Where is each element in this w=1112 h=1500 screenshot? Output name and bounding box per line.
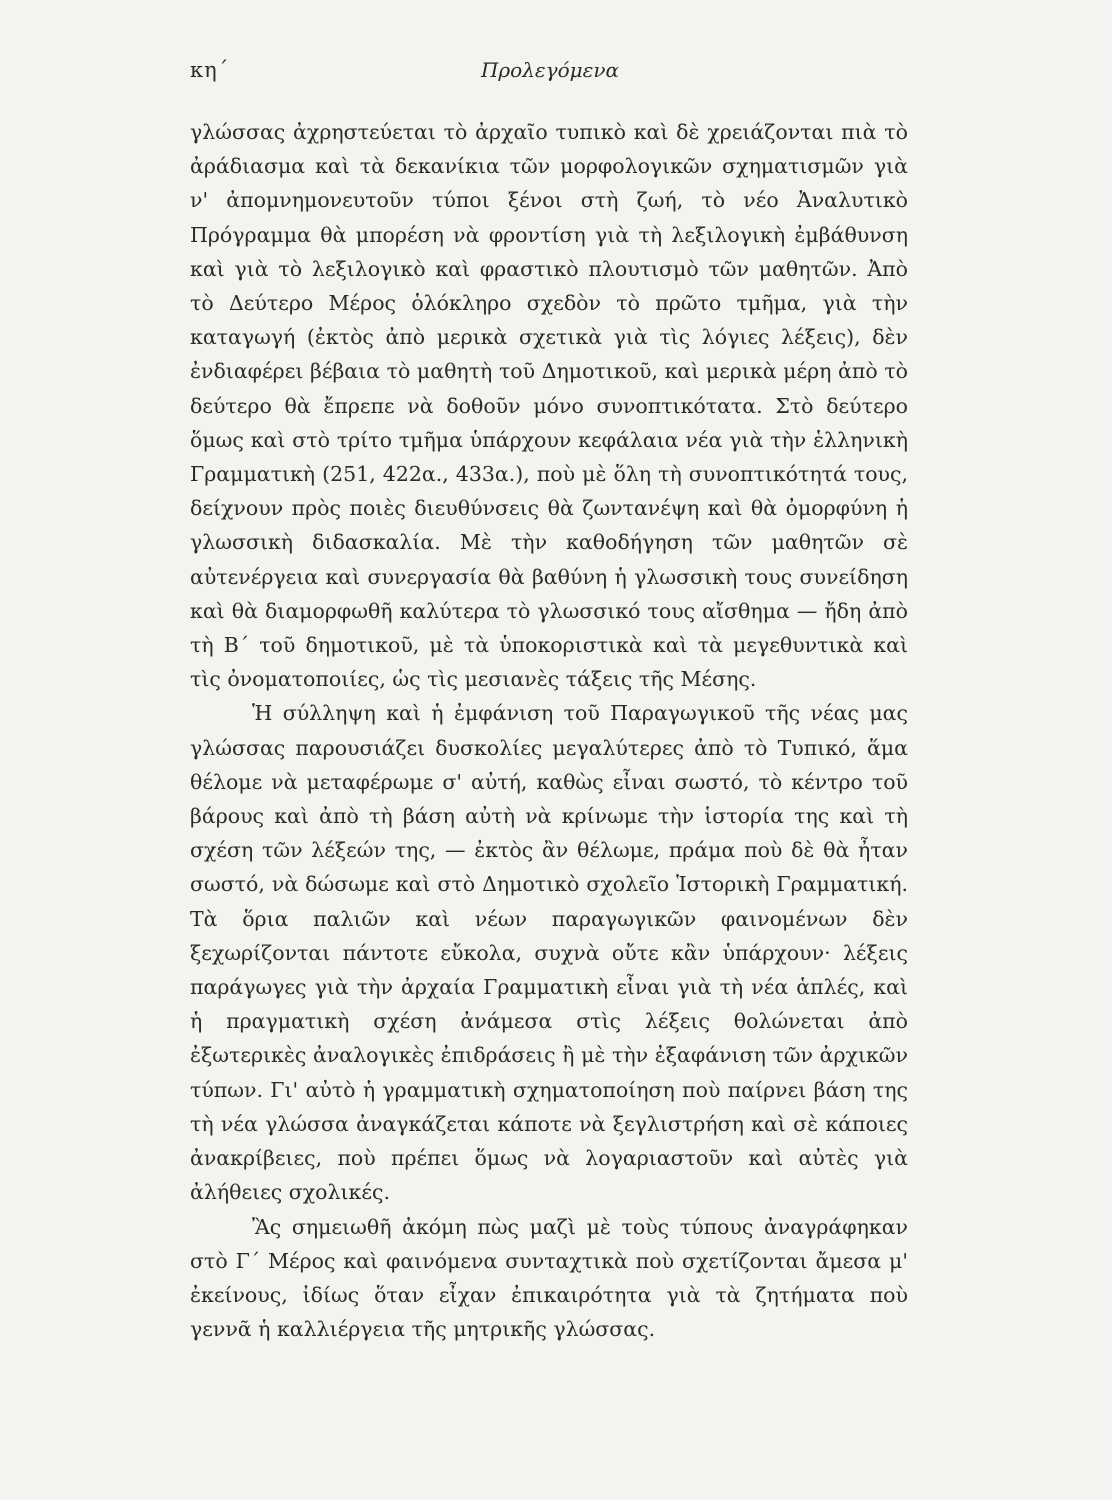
running-title: Προλεγόμενα — [480, 58, 620, 82]
paragraph-3: Ἂς σημειωθῆ ἀκόμη πὼς μαζὶ μὲ τοὺς τύπους ἀναγράφηκαν στὸ Γ΄ Μέρος καὶ φαινόμενα συνταχτικὰ ποὺ σχετίζονται ἄμεσα μ' ἐκείνους, ἰδίως ὅταν εἶχαν ἐπικαιρότητα γιὰ τὰ ζητήματα ποὺ γεννᾶ ἡ καλλιέργεια τῆς μητρικῆς γλώσσας. — [190, 1214, 908, 1342]
page-number: κη΄ — [190, 58, 230, 82]
running-header — [190, 58, 910, 88]
paragraph-2: Ἡ σύλληψη καὶ ἡ ἐμφάνιση τοῦ Παραγωγικοῦ τῆς νέας μας γλώσσας παρουσιάζει δυσκολίες μεγαλύτερες ἀπὸ τὸ Τυπικό, ἅμα θέλομε νὰ μεταφέρωμε σ' αὐτή, καθὼς εἶναι σωστό, τὸ κέντρο τοῦ βάρους καὶ ἀπὸ τὴ βάση αὐτὴ νὰ κρίνωμε τὴν ἱστορία της καὶ τὴ σχέση τῶν λέξεών της, — ἐκτὸς ἂν θέλωμε, πράμα ποὺ δὲ θὰ ἦταν σωστό, νὰ δώσωμε καὶ στὸ Δημοτικὸ σχολεῖο Ἱστορικὴ Γραμματική. Τὰ ὅρια παλιῶν καὶ νέων παραγωγικῶν φαινομένων δὲν ξεχωρίζονται πάντοτε εὔκολα, συχνὰ οὔτε κἂν ὑπάρχουν· λέξεις παράγωγες γιὰ τὴν ἀρχαία Γραμματικὴ εἶναι γιὰ τὴ νέα ἁπλές, καὶ ἡ πραγματικὴ σχέση ἀνάμεσα στὶς λέξεις θολώνεται ἀπὸ ἐξωτερικὲς ἀναλογικὲς ἐπιδράσεις ἢ μὲ τὴν ἐξαφάνιση τῶν ἀρχικῶν τύπων. Γι' αὐτὸ ἡ γραμματικὴ σχηματοποίηση ποὺ παίρνει βάση της τὴ νέα γλώσσα ἀναγκάζεται κάποτε νὰ ξεγλιστρήση καὶ σὲ κάποιες ἀνακρίβειες, ποὺ πρέπει ὅμως νὰ λογαριαστοῦν καὶ αὐτὲς γιὰ ἀλήθειες σχολικές. — [190, 701, 908, 1205]
body-text — [190, 115, 908, 1346]
paragraph-1: γλώσσας ἀχρηστεύεται τὸ ἀρχαῖο τυπικὸ καὶ δὲ χρειάζονται πιὰ τὸ ἀράδιασμα καὶ τὰ δεκανίκια τῶν μορφολογικῶν σχηματισμῶν γιὰ ν' ἀπομνημονευτοῦν τύποι ξένοι στὴ ζωή, τὸ νέο Ἀναλυτικὸ Πρόγραμμα θὰ μπορέση νὰ φροντίση γιὰ τὴ λεξιλογικὴ ἐμβάθυνση καὶ γιὰ τὸ λεξιλογικὸ καὶ φραστικὸ πλουτισμὸ τῶν μαθητῶν. Ἀπὸ τὸ Δεύτερο Μέρος ὁλόκληρο σχεδὸν τὸ πρῶτο τμῆμα, γιὰ τὴν καταγωγή (ἐκτὸς ἀπὸ μερικὰ σχετικὰ γιὰ τὶς λόγιες λέξεις), δὲν ἐνδιαφέρει βέβαια τὸ μαθητὴ τοῦ Δημοτικοῦ, καὶ μερικὰ μέρη ἀπὸ τὸ δεύτερο θὰ ἔπρεπε νὰ δοθοῦν μόνο συνοπτικότατα. Στὸ δεύτερο ὅμως καὶ στὸ τρίτο τμῆμα ὑπάρχουν κεφάλαια νέα γιὰ τὴν ἑλληνικὴ Γραμματικὴ (251, 422α., 433α.), ποὺ μὲ ὅλη τὴ συνοπτικότητά τους, δείχνουν πρὸς ποιὲς διευθύνσεις θὰ ζωντανέψη καὶ θὰ ὀμορφύνη ἡ γλωσσικὴ διδασκαλία. Μὲ τὴν καθοδήγηση τῶν μαθητῶν σὲ αὐτενέργεια καὶ συνεργασία θὰ βαθύνη ἡ γλωσσικὴ τους συνείδηση καὶ θὰ διαμορφωθῆ καλύτερα τὸ γλωσσικό τους αἴσθημα — ἤδη ἀπὸ τὴ Β΄ τοῦ δημοτικοῦ, μὲ τὰ ὑποκοριστικὰ καὶ τὰ μεγεθυντικὰ καὶ τὶς ὀνοματοποιίες, ὡς τὶς μεσιανὲς τάξεις τῆς Μέσης. — [190, 120, 908, 692]
